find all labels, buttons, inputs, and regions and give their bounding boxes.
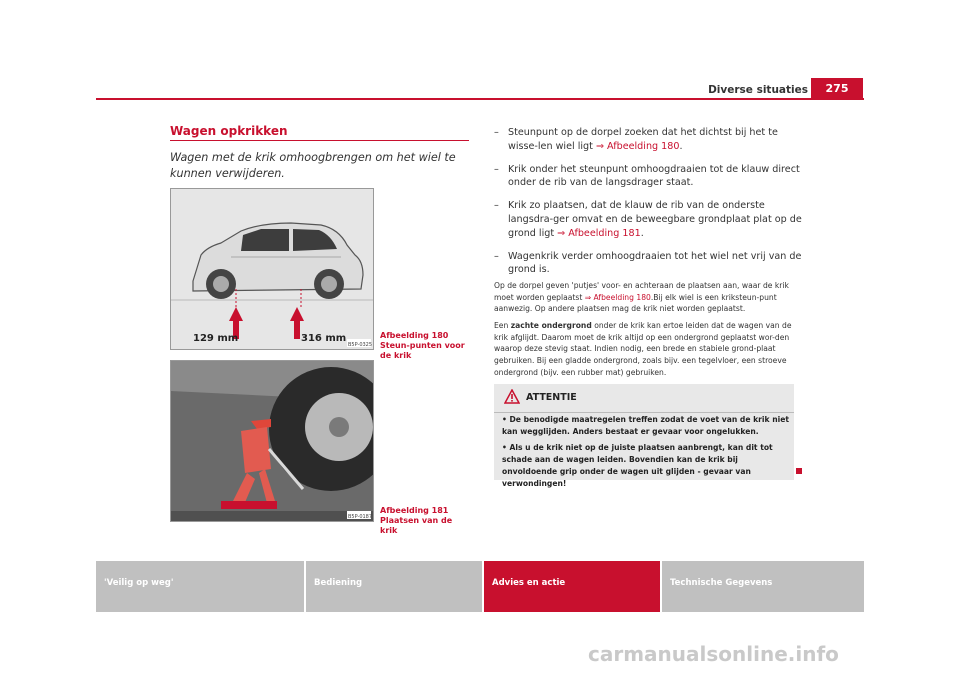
step-item: – Krik zo plaatsen, dat de klauw de rib van de onderste langsdra-ger omvat en de beweegbare grondplaat plat op de grond ligt ⇒ Afbeelding 181. [494, 200, 802, 239]
figure-jack-points [170, 188, 374, 350]
end-of-section-marker [796, 468, 802, 474]
info-paragraph: Op de dorpel geven 'putjes' voor- en achteraan de plaatsen aan, waar de krik moet worden geplaatst ⇒ Afbeelding 180.Bij elk wiel is een kriksteun-punt aanwezig. Op andere plaatsen mag de krik niet worden geplaatst. [494, 281, 789, 314]
section-subtitle: Wagen met de krik omhoogbrengen om het wiel te kunnen verwijderen. [170, 151, 456, 180]
info-paragraph: Een zachte ondergrond onder de krik kan ertoe leiden dat de wagen van de krik afglijdt. Daarom moet de krik altijd op een ondergrond geplaatst wor-den waarop deze stevig staat. Indien nodig, een brede en stabiele grond-plaat gebruiken. Bij een gladde ondergrond, zoals bijv. een tegelvloer, een stroeve ondergrond (bijv. een rubber mat) gebruiken. [494, 321, 792, 377]
running-header-title: Diverse situaties [708, 84, 808, 96]
figure-link[interactable]: ⇒ Afbeelding 180 [595, 140, 680, 152]
warning-item: • Als u de krik niet op de juiste plaatsen aanbrengt, kan dit tot schade aan de wagen leiden. Bovendien kan de krik bij onvoldoende grip onder de wagen uit glijden - gevaar van verwondingen! [502, 443, 773, 488]
step-item: – Steunpunt op de dorpel zoeken dat het dichtst bij het te wisse-len wiel ligt ⇒ Afbeelding 180. [494, 127, 778, 152]
step-item: – Krik onder het steunpunt omhoogdraaien tot de klauw direct onder de rib van de langsdrager staat. [494, 163, 800, 189]
page-number: 275 [811, 78, 863, 98]
step-item: – Wagenkrik verder omhoogdraaien tot het wiel net vrij van de grond is. [494, 250, 802, 276]
section-title: Wagen opkrikken [170, 124, 288, 138]
tab-advies-en-actie[interactable]: Advies en actie [484, 561, 660, 612]
warning-title: ATTENTIE [526, 392, 577, 403]
warning-box [494, 384, 794, 488]
figure-caption-181: Afbeelding 181 Plaatsen van de krik [380, 506, 453, 535]
figure-code: B5P-0187 [348, 514, 373, 520]
tab-bediening[interactable]: Bediening [306, 561, 482, 612]
header-divider [96, 98, 864, 100]
car-side-illustration [171, 189, 373, 349]
warning-triangle-icon [504, 389, 520, 405]
dimension-label-rear: 316 mm [301, 333, 347, 344]
tab-veilig-op-weg[interactable]: 'Veilig op weg' [96, 561, 304, 612]
instruction-steps [494, 126, 804, 286]
watermark: carmanualsonline.info [588, 642, 839, 666]
tab-technische-gegevens[interactable]: Technische Gegevens [662, 561, 864, 612]
figure-code: B5P-0325 [348, 342, 373, 348]
footer-nav [96, 561, 864, 612]
section-divider [170, 140, 469, 141]
warning-item: • De benodigde maatregelen treffen zodat de voet van de krik niet kan wegglijden. Anders bestaat er gevaar voor ongelukken. [502, 415, 789, 436]
figure-link[interactable]: ⇒ Afbeelding 181 [557, 227, 641, 239]
figure-caption-180: Afbeelding 180 Steun-punten voor de krik [380, 331, 465, 360]
warning-header [494, 384, 794, 413]
dimension-label-front: 129 mm [193, 333, 239, 344]
figure-link[interactable]: ⇒ Afbeelding 180 [584, 292, 651, 302]
jack-illustration [171, 361, 373, 521]
warning-list [502, 414, 790, 494]
figure-jack-placement [170, 360, 374, 522]
